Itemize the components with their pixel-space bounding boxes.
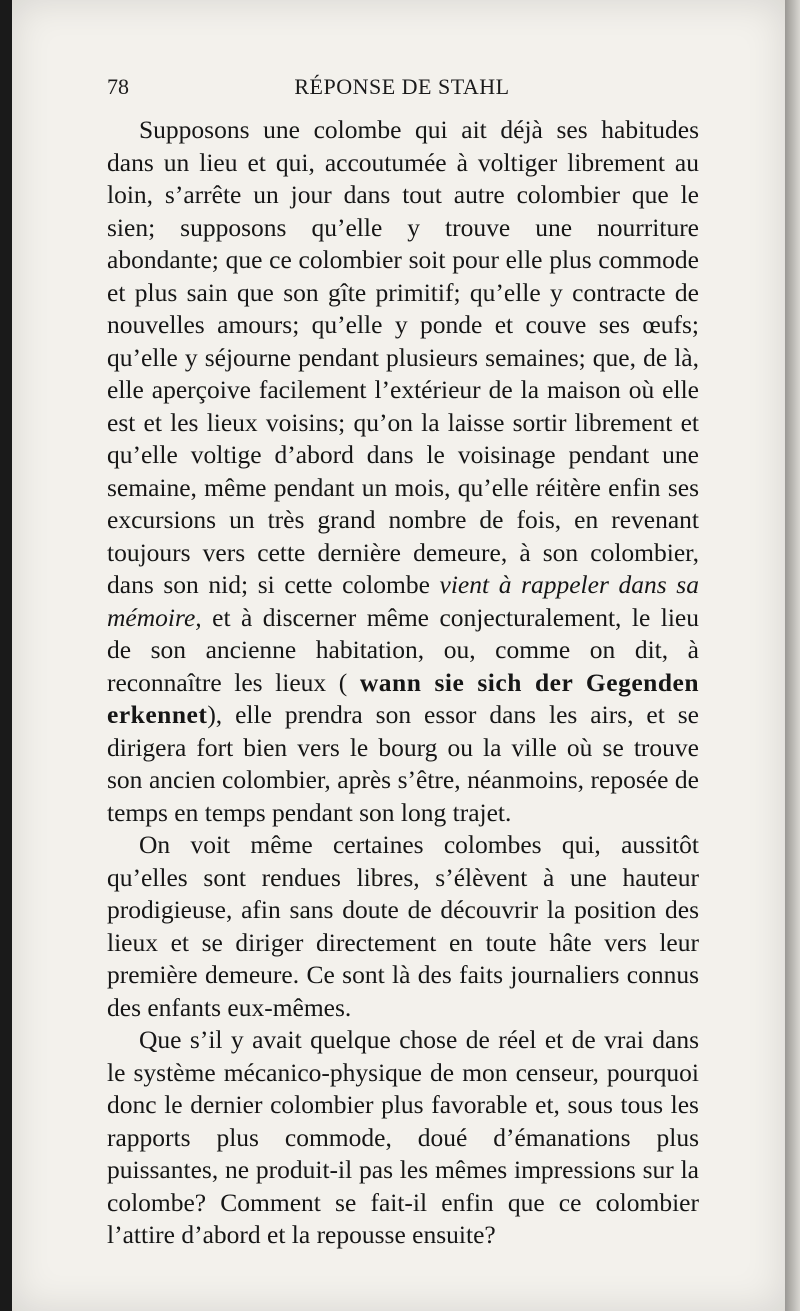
paragraph-1-text-c: ), elle prendra son essor dans les airs, et se dirigera fort bien vers le bourg ou la ville où se trouve son ancien colombier, après s’être, néanmoins, reposée de temps en temps pendant son long trajet. [107,700,699,827]
paragraph-2: On voit même certaines colombes qui, aussitôt qu’elles sont rendues libres, s’élèvent à une hauteur prodigieuse, afin sans doute de découvrir la position des lieux et se diriger directement en toute hâte vers leur première demeure. Ce sont là des faits journaliers connus des enfants eux-mêmes. [107,830,699,1022]
italic-phrase: vient à rappeler dans sa mémoire, [107,570,699,632]
page-number: 78 [107,74,129,99]
paragraph-1-text-b: et à discerner même conjecturalement, le lieu de son ancienne habitation, ou, comme on dit, à reconnaître les lieux ( [107,602,699,697]
german-quotation: wann sie sich der Gegenden erkennet [107,667,700,729]
paragraph-1 [107,114,699,829]
page-header [107,74,697,104]
paragraph-1-text-a: Supposons une colombe qui ait déjà ses habitudes dans un lieu et qui, accoutumée à voltiger librement au loin, s’arrête un jour dans tout autre colombier que le sien; supposons qu’elle y trouve une nourriture abondante; que ce colombier soit pour elle plus commode et plus sain que son gîte primitif; qu’elle y contracte de nouvelles amours; qu’elle y ponde et couve ses œufs; qu’elle y séjourne pendant plusieurs semaines; que, de là, elle aperçoive facilement l’extérieur de la maison où elle est et les lieux voisins; qu’on la laisse sortir librement et qu’elle voltige d’abord dans le voisinage pendant une semaine, même pendant un mois, qu’elle réitère enfin ses excursions un très grand nombre de fois, en revenant toujours vers cette dernière demeure, à son colombier, dans son nid; si cette colombe [107,115,699,599]
paragraph-3: Que s’il y avait quelque chose de réel et de vrai dans le système mécanico-physique de mon censeur, pourquoi donc le dernier colombier plus favorable et, sous tous les rapports plus commode, doué d’émanations plus puissantes, ne produit-il pas les mêmes impressions sur la colombe? Comment se fait-il enfin que ce colombier l’attire d’abord et la repousse ensuite? [107,1025,699,1249]
page-edge [785,0,800,1311]
body-text [107,114,699,1252]
running-title: RÉPONSE DE STAHL [294,74,510,99]
